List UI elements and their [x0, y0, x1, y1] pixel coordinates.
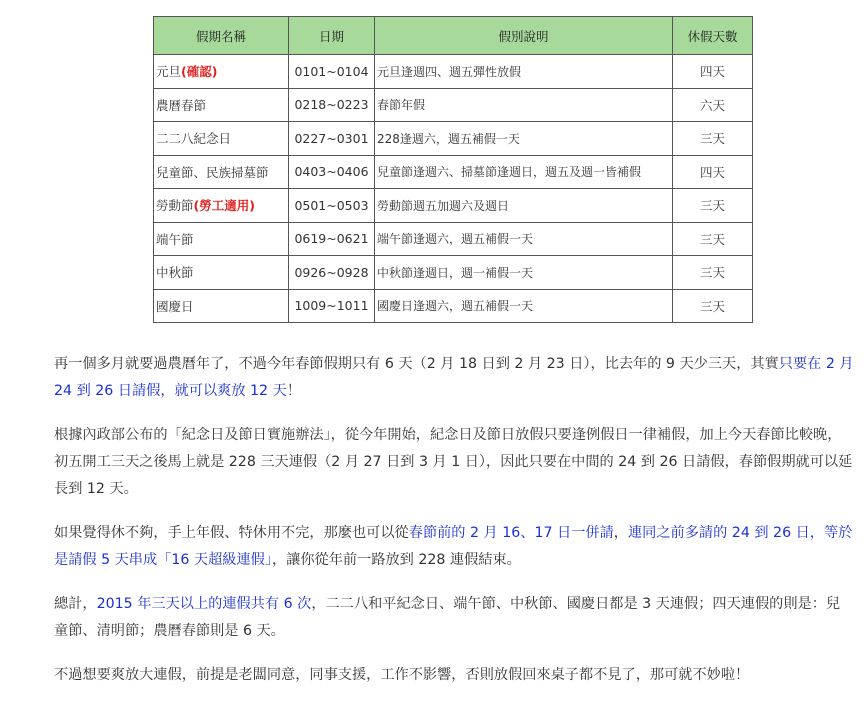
header-date: 日期 — [289, 17, 375, 55]
article-paragraph-2: 根據內政部公布的「紀念日及節日實施辦法」，從今年開始，紀念日及節日放假只要逢例假日一律補假，加上今天春節比較晚，初五開工三天之後馬上就是 228 三天連假（2 月 27 日到 3 月 1 日），因此只要在中間的 24 到 26 日請假，春節假期就可以延長到 12 天。 — [54, 427, 853, 497]
cell-days-off: 三天 — [673, 122, 753, 156]
cell-holiday-name — [154, 122, 289, 156]
cell-description: 228逢週六，週五補假一天 — [375, 122, 673, 156]
cell-date: 0227~0301 — [289, 122, 375, 156]
cell-days-off: 三天 — [673, 189, 753, 223]
cell-holiday-name — [154, 222, 289, 256]
article-paragraph-5: 不過想要爽放大連假，前提是老闆同意，同事支援，工作不影響，否則放假回來桌子都不見了，那可就不妙啦！ — [54, 667, 750, 683]
table-row — [154, 222, 753, 256]
cell-description: 春節年假 — [375, 88, 673, 122]
holiday-name-note: (確認) — [181, 64, 218, 80]
article-body — [54, 351, 854, 706]
paragraph-text: ， — [613, 525, 628, 541]
holiday-name-text: 國慶日 — [156, 298, 194, 314]
cell-days-off: 三天 — [673, 289, 753, 323]
paragraph-text: ，二二八和平紀念日、端午節、中秋節、國慶日都是 3 天連假；四天連假的則是：兒童節、清明節；農曆春節則是 6 天。 — [54, 596, 841, 639]
cell-days-off: 四天 — [673, 55, 753, 89]
article-paragraph-3 — [54, 520, 854, 574]
header-holiday-name: 假期名稱 — [154, 17, 289, 55]
paragraph-text: ！ — [286, 383, 301, 399]
highlight-text: 連同之前多請的 24 到 26 日，等於是請假 5 天串成「16 天超級連假」 — [54, 525, 853, 568]
holiday-name-text: 農曆春節 — [156, 97, 207, 113]
cell-description: 中秋節逢週日，週一補假一天 — [375, 256, 673, 290]
paragraph-text: 如果覺得休不夠，手上年假、特休用不完，那麼也可以從 — [54, 525, 409, 541]
cell-description: 兒童節逢週六、掃墓節逢週日，週五及週一皆補假 — [375, 155, 673, 189]
cell-date: 0403~0406 — [289, 155, 375, 189]
table-row — [154, 122, 753, 156]
cell-days-off: 六天 — [673, 88, 753, 122]
holiday-table-container — [153, 16, 752, 323]
table-row — [154, 256, 753, 290]
cell-holiday-name — [154, 55, 289, 89]
holiday-table — [153, 16, 753, 323]
paragraph-text: 再一個多月就要過農曆年了，不過今年春節假期只有 6 天（2 月 18 日到 2 月 23 日），比去年的 9 天少三天，其實 — [54, 356, 779, 372]
cell-date: 0926~0928 — [289, 256, 375, 290]
article-paragraph-1 — [54, 351, 854, 405]
cell-date: 1009~1011 — [289, 289, 375, 323]
cell-date: 0101~0104 — [289, 55, 375, 89]
cell-date: 0501~0503 — [289, 189, 375, 223]
cell-description: 端午節逢週六，週五補假一天 — [375, 222, 673, 256]
holiday-name-text: 端午節 — [156, 231, 194, 247]
table-header-row — [154, 17, 753, 55]
cell-holiday-name — [154, 189, 289, 223]
cell-holiday-name — [154, 256, 289, 290]
cell-holiday-name — [154, 88, 289, 122]
holiday-name-note: (勞工適用) — [193, 198, 255, 214]
holiday-name-text: 二二八紀念日 — [156, 131, 232, 147]
cell-days-off: 四天 — [673, 155, 753, 189]
holiday-name-text: 勞動節 — [156, 198, 194, 214]
cell-description: 元旦逢週四、週五彈性放假 — [375, 55, 673, 89]
header-description: 假別說明 — [375, 17, 673, 55]
header-days-off: 休假天數 — [673, 17, 753, 55]
cell-date: 0218~0223 — [289, 88, 375, 122]
table-row — [154, 289, 753, 323]
cell-date: 0619~0621 — [289, 222, 375, 256]
cell-holiday-name — [154, 155, 289, 189]
paragraph-text: ，讓你從年前一路放到 228 連假結束。 — [271, 552, 521, 568]
highlight-text: 2015 年三天以上的連假共有 6 次 — [96, 596, 312, 612]
cell-description: 勞動節週五加週六及週日 — [375, 189, 673, 223]
highlight-text: 只要在 2 月 24 到 26 日請假，就可以爽放 12 天 — [54, 356, 854, 399]
table-row — [154, 189, 753, 223]
holiday-name-text: 元旦 — [156, 64, 182, 80]
article-paragraph-4 — [54, 591, 854, 645]
table-row — [154, 55, 753, 89]
cell-description: 國慶日逢週六，週五補假一天 — [375, 289, 673, 323]
table-row — [154, 155, 753, 189]
cell-days-off: 三天 — [673, 256, 753, 290]
cell-days-off: 三天 — [673, 222, 753, 256]
holiday-name-text: 中秋節 — [156, 265, 194, 281]
highlight-text: 春節前的 2 月 16、17 日一併請 — [408, 525, 614, 541]
holiday-name-text: 兒童節、民族掃墓節 — [156, 164, 269, 180]
table-row — [154, 88, 753, 122]
cell-holiday-name — [154, 289, 289, 323]
paragraph-text: 總計， — [54, 596, 97, 612]
